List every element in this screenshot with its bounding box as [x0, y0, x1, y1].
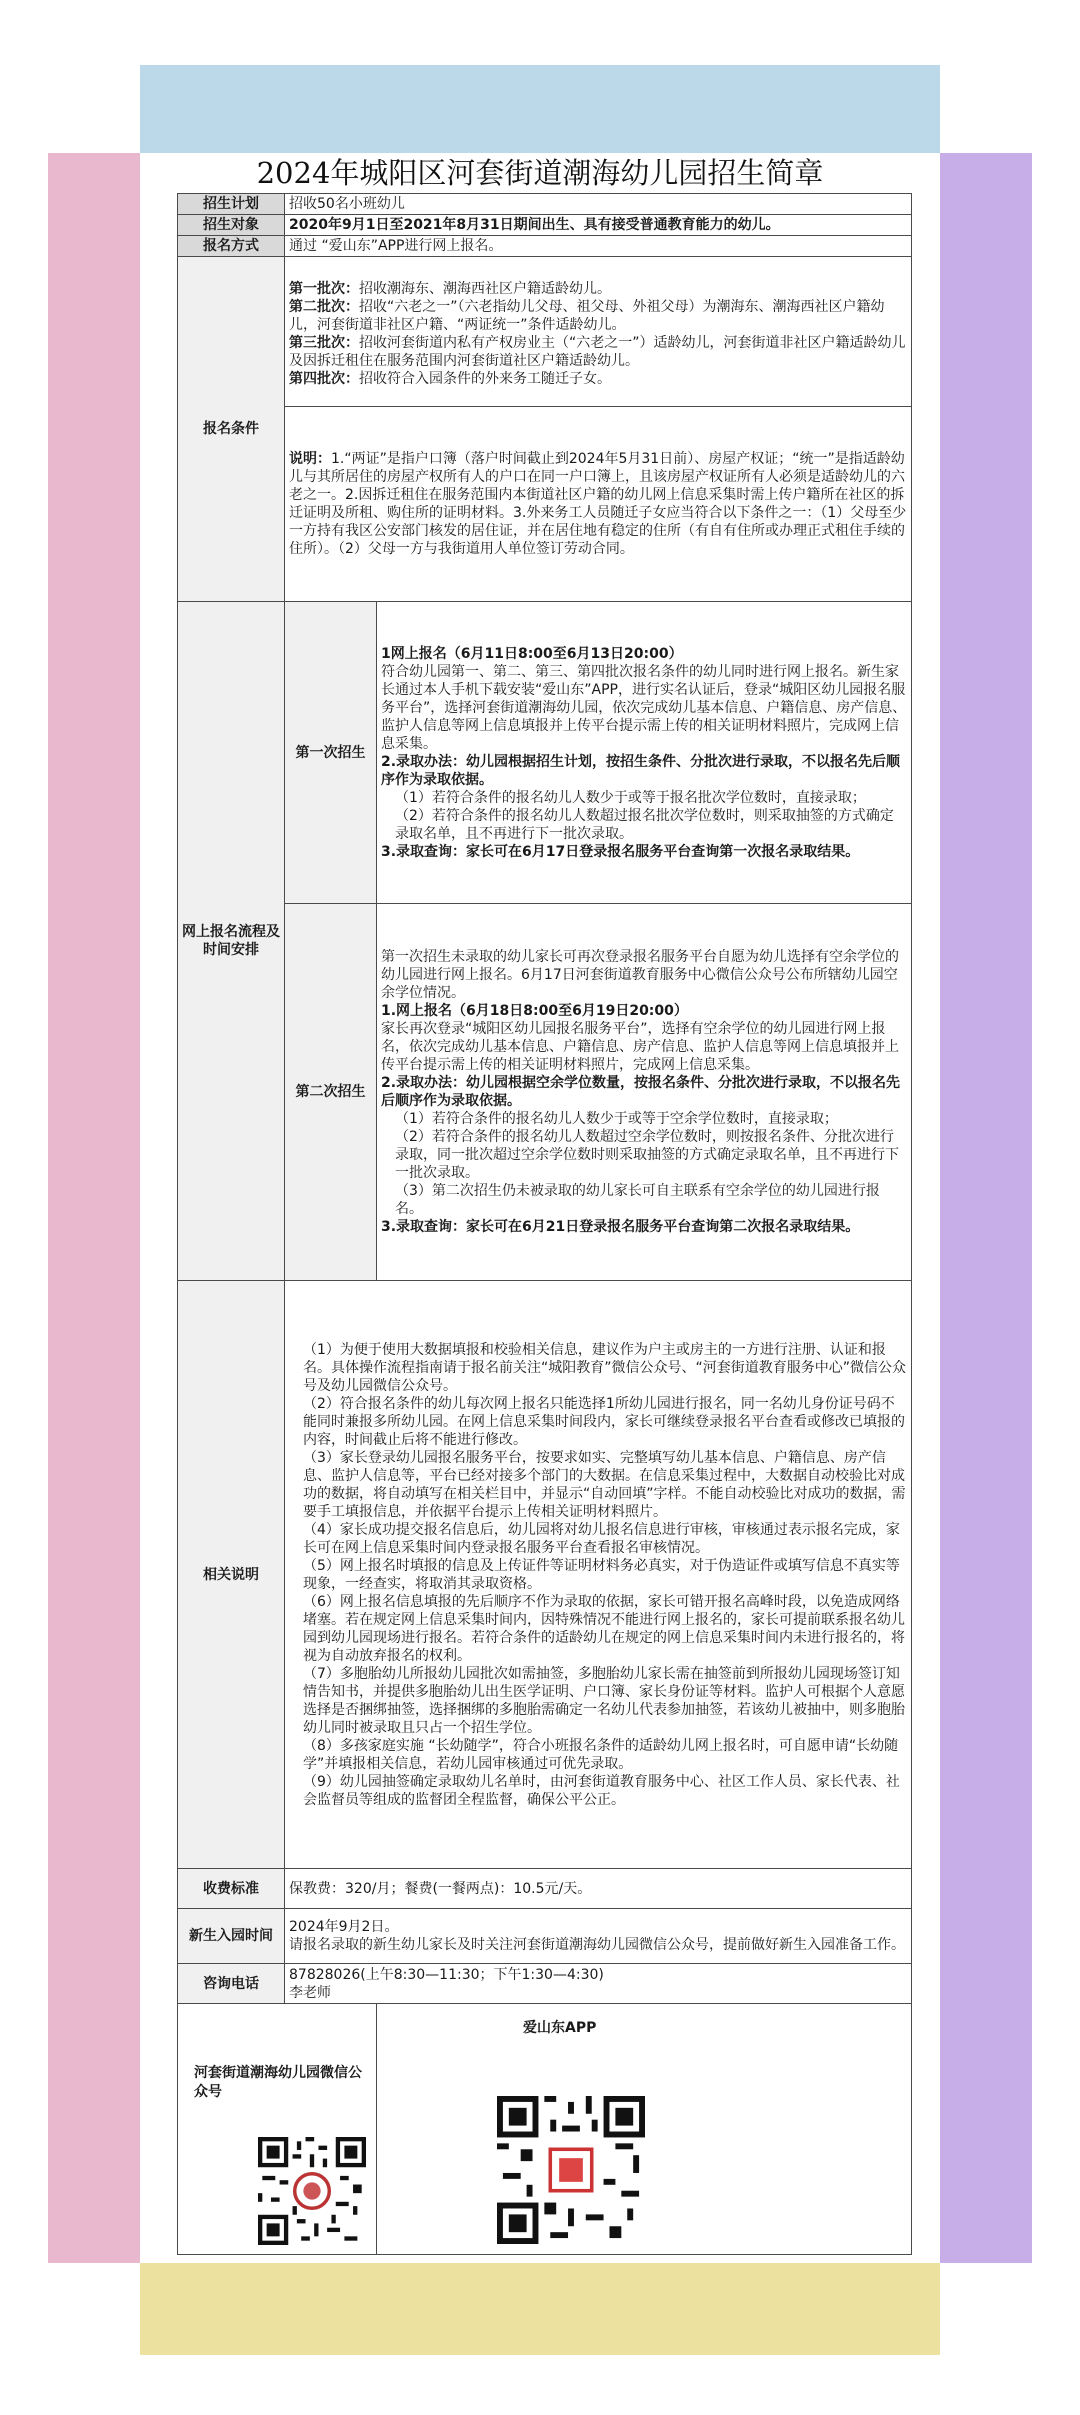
note-item: （5）网上报名时填报的信息及上传证件等证明材料务必真实，对于伪造证件或填写信息不真实等现象，一经查实，将取消其录取资格。	[303, 1557, 900, 1592]
row-target	[178, 215, 912, 236]
second-enrollment-content: 第一次招生未录取的幼儿家长可再次登录报名服务平台自愿为幼儿选择有空余学位的幼儿园进行网上报名。6月17日河套街道教育服务中心微信公众号公布所辖幼儿园空余学位情况。 1.网上报名（6月18日8:00至6月19日20:00） 家长再次登录“城阳区幼儿园报名服务平台”，选择有空余学位的幼儿园进行网上报名，依次完成幼儿基本信息、户籍信息、房产信息、监护人信息等网上信息填报并上传平台提示需上传的相关证明材料照片，完成网上信息采集。 2.录取办法：幼儿园根据空余学位数量，按报名条件、分批次进行录取，不以报名先后顺序作为录取依据。 （1）若符合条件的报名幼儿人数少于或等于空余学位数时，直接录取； （2）若符合条件的报名幼儿人数超过空余学位数时，则按报名条件、分批次进行录取，同一批次超过空余学位数时则采取抽签的方式确定录取名单，且不再进行下一批次录取。 （3）第二次招生仍未被录取的幼儿家长可自主联系有空余学位的幼儿园进行报名。 3.录取查询：家长可在6月21日登录报名服务平台查询第二次报名录取结果。	[377, 904, 912, 1281]
note-item: （8）多孩家庭实施 “长幼随学”，符合小班报名条件的适龄幼儿网上报名时，可自愿申请“长幼随学”并填报相关信息，若幼儿园审核通过可优先录取。	[303, 1737, 899, 1772]
target-value: 2020年9月1日至2021年8月31日期间出生、具有接受普通教育能力的幼儿。	[285, 215, 912, 236]
row-conditions	[178, 257, 912, 407]
batch-1: 第一批次：招收潮海东、潮海西社区户籍适龄幼儿。	[289, 281, 611, 297]
row-fees	[178, 1869, 912, 1909]
wechat-label: 河套街道潮海幼儿园微信公众号	[194, 2065, 362, 2100]
conditions-label: 报名条件	[178, 257, 285, 602]
row-notes	[178, 1281, 912, 1869]
app-qr-code	[497, 2096, 645, 2244]
wechat-qr-cell	[178, 2004, 377, 2255]
recruitment-table	[177, 193, 912, 2255]
recruitment-document	[140, 153, 940, 2263]
app-qr-cell	[377, 2004, 912, 2255]
batch-4: 第四批次：招收符合入园条件的外来务工随迁子女。	[289, 371, 611, 387]
plan-label: 招生计划	[178, 194, 285, 215]
first-enrollment-content: 1网上报名（6月11日8:00至6月13日20:00） 符合幼儿园第一、第二、第三、第四批次报名条件的幼儿同时进行网上报名。新生家长通过本人手机下载安装“爱山东”APP，进行实名认证后，登录“城阳区幼儿园报名服务平台”，选择河套街道潮海幼儿园，依次完成幼儿基本信息、户籍信息、房产信息、监护人信息等网上信息填报并上传平台提示需上传的相关证明材料照片，完成网上信息采集。 2.录取办法：幼儿园根据招生计划，按招生条件、分批次进行录取，不以报名先后顺序作为录取依据。 （1）若符合条件的报名幼儿人数少于或等于报名批次学位数时，直接录取； （2）若符合条件的报名幼儿人数超过报名批次学位数时，则采取抽签的方式确定录取名单，且不再进行下一批次录取。 3.录取查询：家长可在6月17日登录报名服务平台查询第一次报名录取结果。	[377, 602, 912, 904]
contact-value: 87828026(上午8:30—11:30；下午1:30—4:30) 李老师	[285, 1964, 912, 2004]
method-value: 通过 “爱山东”APP进行网上报名。	[285, 236, 912, 257]
left-color-band	[48, 153, 140, 2263]
note-item: （6）网上报名信息填报的先后顺序不作为录取的依据，家长可错开报名高峰时段，以免造成网络堵塞。若在规定网上信息采集时间内，因特殊情况不能进行网上报名的，家长可提前联系报名幼儿园到幼儿园现场进行报名。若符合条件的适龄幼儿在规定的网上信息采集时间内未进行报名的，将视为自动放弃报名的权利。	[303, 1593, 905, 1664]
bottom-color-band	[140, 2263, 940, 2355]
note-item: （1）为便于使用大数据填报和校验相关信息，建议作为户主或房主的一方进行注册、认证和报名。具体操作流程指南请于报名前关注“城阳教育”微信公众号、“河套街道教育服务中心”微信公众号及幼儿园微信公众号。	[303, 1341, 907, 1394]
top-color-band	[140, 65, 940, 155]
row-contact	[178, 1964, 912, 2004]
fees-value: 保教费：320/月；餐费(一餐两点)：10.5元/天。	[285, 1869, 912, 1909]
note-item: （4）家长成功提交报名信息后，幼儿园将对幼儿报名信息进行审核，审核通过表示报名完成，家长可在网上信息采集时间内登录报名服务平台查看报名审核情况。	[303, 1521, 900, 1556]
second-enrollment-label: 第二次招生	[285, 904, 377, 1281]
fees-label: 收费标准	[178, 1869, 285, 1909]
row-second-enrollment	[178, 904, 912, 1281]
row-qr-codes	[178, 2004, 912, 2255]
enroll-time-label: 新生入园时间	[178, 1909, 285, 1964]
page-title: 2024年城阳区河套街道潮海幼儿园招生简章	[256, 156, 824, 190]
row-first-enrollment	[178, 602, 912, 904]
contact-label: 咨询电话	[178, 1964, 285, 2004]
batch-2: 第二批次：招收“六老之一”（六老指幼儿父母、祖父母、外祖父母）为潮海东、潮海西社区户籍幼儿，河套街道非社区户籍、“两证统一”条件适龄幼儿。	[289, 299, 885, 333]
row-conditions-note	[178, 407, 912, 602]
app-label: 爱山东APP	[523, 2020, 597, 2036]
note-item: （9）幼儿园抽签确定录取幼儿名单时，由河套街道教育服务中心、社区工作人员、家长代表、社会监督员等组成的监督团全程监督，确保公平公正。	[303, 1773, 900, 1808]
notes-content	[285, 1281, 912, 1869]
row-plan	[178, 194, 912, 215]
note-item: （3）家长登录幼儿园报名服务平台，按要求如实、完整填写幼儿基本信息、户籍信息、房产信息、监护人信息等，平台已经对接多个部门的大数据。在信息采集过程中，大数据自动校验比对成功的数据，将自动填写在相关栏目中，并显示“自动回填”字样。不能自动校验比对成功的数据，需要手工填报信息，并依据平台提示上传相关证明材料照片。	[303, 1449, 906, 1520]
first-enrollment-label: 第一次招生	[285, 602, 377, 904]
batch-3: 第三批次：招收河套街道内私有产权房业主（“六老之一”）适龄幼儿，河套街道非社区户籍适龄幼儿及因拆迁租住在服务范围内河套街道社区户籍适龄幼儿。	[289, 335, 906, 369]
wechat-qr-code	[258, 2137, 366, 2245]
plan-value: 招收50名小班幼儿	[285, 194, 912, 215]
conditions-batches	[285, 257, 912, 407]
process-label: 网上报名流程及时间安排	[178, 602, 285, 1281]
target-label: 招生对象	[178, 215, 285, 236]
notes-label: 相关说明	[178, 1281, 285, 1869]
row-enroll-time	[178, 1909, 912, 1964]
method-label: 报名方式	[178, 236, 285, 257]
note-item: （2）符合报名条件的幼儿每次网上报名只能选择1所幼儿园进行报名，同一名幼儿身份证号码不能同时兼报多所幼儿园。在网上信息采集时间段内，家长可继续登录报名平台查看或修改已填报的内容，时间截止后将不能进行修改。	[303, 1395, 905, 1448]
row-method	[178, 236, 912, 257]
enroll-time-value: 2024年9月2日。 请报名录取的新生幼儿家长及时关注河套街道潮海幼儿园微信公众号，提前做好新生入园准备工作。	[285, 1909, 912, 1964]
note-item: （7）多胞胎幼儿所报幼儿园批次如需抽签，多胞胎幼儿家长需在抽签前到所报幼儿园现场签订知情告知书，并提供多胞胎幼儿出生医学证明、户口簿、家长身份证等材料。监护人可根据个人意愿选择是否捆绑抽签，选择捆绑的多胞胎需确定一名幼儿代表参加抽签，若该幼儿被抽中，则多胞胎幼儿同时被录取且只占一个招生学位。	[303, 1665, 905, 1736]
right-color-band	[940, 153, 1032, 2263]
conditions-note: 说明：1.“两证”是指户口簿（落户时间截止到2024年5月31日前）、房屋产权证；“统一”是指适龄幼儿与其所居住的房屋产权所有人的户口在同一户口簿上，且该房屋产权证所有人必须是适龄幼儿的六老之一。2.因拆迁租住在服务范围内本街道社区户籍的幼儿网上信息采集时需上传户籍所在社区的拆迁证明及所租、购住所的证明材料。3.外来务工人员随迁子女应当符合以下条件之一：（1）父母至少一方持有我区公安部门核发的居住证，并在居住地有稳定的住所（有自有住所或办理正式租住手续的住所）。（2）父母一方与我街道用人单位签订劳动合同。	[285, 407, 912, 602]
